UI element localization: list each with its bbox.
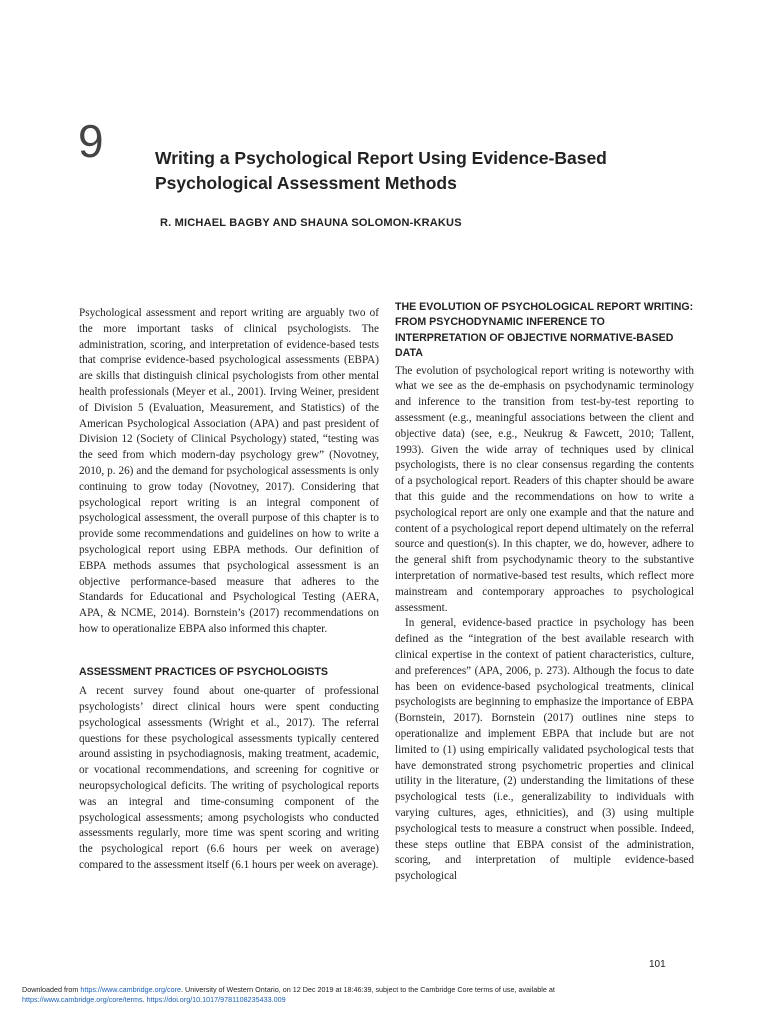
section-heading-evolution: THE EVOLUTION OF PSYCHOLOGICAL REPORT WRITING: FROM PSYCHODYNAMIC INFERENCE TO INTERPRETATION OF OBJECTIVE NORMATIVE-BASED DATA — [395, 301, 694, 360]
chapter-title-line-1: Writing a Psychological Report Using Evidence-Based — [155, 148, 607, 168]
chapter-title-line-2: Psychological Assessment Methods — [155, 173, 457, 193]
chapter-title — [155, 146, 675, 196]
doi-link[interactable]: https://doi.org/10.1017/9781108235433.009 — [146, 995, 286, 1004]
right-column — [395, 300, 694, 885]
intro-paragraph: Psychological assessment and report writing are arguably two of the more important tasks of clinical psychologists. The administration, scoring, and interpretation of evidence-based tests that comprise evidence-based psychological assessments (EBPA) are skills that distinguish clinical psychologists from other mental health professionals (Meyer et al., 2001). Irving Weiner, president of Division 5 (Evaluation, Measurement, and Statistics) of the American Psychological Association (APA) and past president of Division 12 (Society of Clinical Psychology) stated, “testing was the seed from which modern-day psychology grew” (Novotney, 2010, p. 26) and the demand for psychological assessments is only continuing to grow today (Novotney, 2017). Considering that psychological report writing is an integral component of psychological assessment, the overall purpose of this chapter is to provide some recommendations and guidelines on how to write a psychological report using EBPA methods. Our definition of EBPA methods assumes that psychological assessment is an objective performance-based measure that adheres to the Standards for Educational and Psychological Testing (AERA, APA, & NCME, 2014). Bornstein’s (2017) recommendations on how to operationalize EBPA also informed this chapter. — [79, 307, 379, 635]
download-footer — [22, 985, 742, 1005]
evolution-paragraph-1: The evolution of psychological report writing is noteworthy with what we see as the de-emphasis on psychodynamic terminology and inference to the transition from test-by-test reporting to assessment (e.g., meaningful associations between the client and objective data) (see, e.g., Neukrug & Fawcett, 2010; Tallent, 1993). Given the wide array of techniques used by clinical psychologists, there is no clear consensus regarding the contents of a psychological report. Readers of this chapter should be aware that this guide and the recommendations on how to write a psychological report are only one example and that the nature and content of a psychological report depend ultimately on the referral source and question(s). In this chapter, we do, however, adhere to the general shift from psychodynamic theory to the substantive interpretation of normative-based test results, which reflect more mainstream and contemporary approaches to psychological assessment. — [395, 364, 694, 614]
chapter-number: 9 — [78, 115, 104, 167]
footer-middle: . University of Western Ontario, on 12 Dec 2019 at 18:46:39, subject to the Cambridge Core terms of use, available at — [181, 985, 555, 994]
evolution-paragraph-2: In general, evidence-based practice in psychology has been defined as the “integration of the best available research with clinical expertise in the context of patient characteristics, culture, and preferences” (APA, 2006, p. 273). Although the focus to date has been on evidence-based psychological treatments, clinical psychologists are beginning to emphasize the importance of EBPA (Bornstein, 2017). Bornstein (2017) outlines nine steps to operationalize and implement EBPA that include but are not limited to (1) using empirically validated psychological tests that have demonstrated strong psychometric properties and clinical utility in the literature, (2) understanding the limitations of these psychological tests (i.e., generalizability to individuals with varying cultures, ages, ethnicities), and (3) using multiple psychological tests to measure a construct when possible. Indeed, these steps outline that EBPA consist of the administration, scoring, and interpretation of multiple evidence-based psychological — [395, 617, 694, 883]
page-number: 101 — [649, 959, 666, 970]
footer-prefix: Downloaded from — [22, 985, 81, 994]
chapter-authors: R. MICHAEL BAGBY AND SHAUNA SOLOMON-KRAKUS — [160, 217, 462, 229]
footer-separator: . — [142, 995, 147, 1004]
left-column — [79, 306, 379, 874]
section-heading-assessment-practices: ASSESSMENT PRACTICES OF PSYCHOLOGISTS — [79, 665, 328, 678]
cambridge-core-link[interactable]: https://www.cambridge.org/core — [80, 985, 182, 994]
terms-link[interactable]: https://www.cambridge.org/core/terms — [22, 995, 143, 1004]
practices-paragraph: A recent survey found about one-quarter of professional psychologists’ direct clinical hours were spent conducting psychological assessments (Wright et al., 2017). The referral questions for these psychological assessments typically centered around assisting in psychodiagnosis, making treatment, academic, or vocational recommendations, and screening for cognitive or neuropsychological deficits. The writing of psychological reports was an integral and time-consuming component of the psychological assessments; among psychologists who conducted assessments regularly, more time was spent scoring and writing the psychological report (6.6 hours per week on average) compared to the assessment itself (6.1 hours per week on average). — [79, 685, 379, 871]
